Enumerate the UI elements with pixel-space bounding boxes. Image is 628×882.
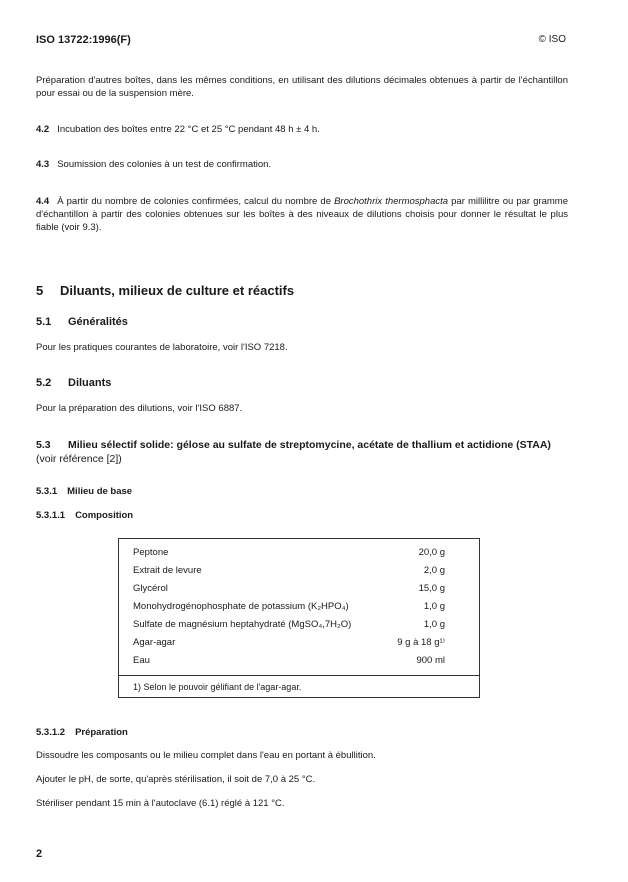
- section-5-1-heading: [36, 316, 128, 328]
- table-row: [133, 583, 465, 599]
- ingredient-amount: 9 g à 18 g¹⁾: [397, 637, 445, 648]
- step-4-3: [36, 158, 568, 171]
- intro-paragraph: Préparation d'autres boîtes, dans les mêmes conditions, en utilisant des dilutions décimales obtenues à partir de l'échantillon pour essai ou de la suspension mère.: [36, 75, 568, 99]
- ingredient-name: Sulfate de magnésium heptahydraté (MgSO₄,7H₂O): [133, 619, 352, 630]
- prep-step: Stériliser pendant 15 min à l'autoclave (6.1) réglé à 121 °C.: [36, 798, 285, 809]
- document-id: ISO 13722:1996(F): [36, 34, 131, 46]
- ingredient-name: Extrait de levure: [133, 565, 202, 576]
- ingredient-name: Glycérol: [133, 583, 168, 594]
- prep-step: Dissoudre les composants ou le milieu complet dans l'eau en portant à ébullition.: [36, 750, 376, 761]
- table-row: [133, 655, 465, 671]
- section-title: Diluants, milieux de culture et réactifs: [60, 283, 295, 298]
- section-number: 5.2: [36, 377, 52, 389]
- section-5-2-text: Pour la préparation des dilutions, voir l'ISO 6887.: [36, 403, 243, 414]
- section-title: Milieu de base: [67, 486, 133, 497]
- ingredient-name: Monohydrogénophosphate de potassium (K₂HPO₄): [133, 601, 349, 612]
- composition-table: [118, 538, 480, 698]
- ingredient-name: Peptone: [133, 547, 169, 558]
- prep-step: Ajouter le pH, de sorte, qu'après stérilisation, il soit de 7,0 à 25 °C.: [36, 774, 316, 785]
- footnote-text: 1) Selon le pouvoir gélifiant de l'agar-agar.: [133, 682, 302, 692]
- ingredient-amount: 900 ml: [416, 655, 445, 666]
- table-row: [133, 619, 465, 635]
- ingredient-amount: 2,0 g: [423, 565, 445, 576]
- step-4-2: [36, 123, 568, 136]
- step-text: Soumission des colonies à un test de confirmation.: [57, 159, 272, 170]
- section-title: Diluants: [68, 377, 112, 389]
- section-title: Généralités: [68, 316, 128, 328]
- step-number: 4.4: [36, 196, 50, 207]
- ingredient-amount: 1,0 g: [423, 601, 445, 612]
- copyright-mark: © ISO: [538, 34, 566, 45]
- step-text-cont: par millilitre ou par gramme d'échantillon à partir des colonies obtenues sur les boîtes à des niveaux de dilutions choisis pour donner le résultat le plus fiable (voir 9.3).: [36, 196, 569, 233]
- ingredient-amount: 1,0 g: [423, 619, 445, 630]
- table-row: [133, 637, 465, 653]
- page-number: 2: [36, 848, 43, 860]
- step-text: Incubation des boîtes entre 22 °C et 25 °C pendant 48 h ± 4 h.: [57, 124, 320, 135]
- section-5-3-1-heading: [36, 486, 132, 497]
- section-title: Milieu sélectif solide: gélose au sulfate de streptomycine, acétate de thallium et actidione (STAA): [68, 439, 551, 451]
- section-reference: (voir référence [2]): [36, 453, 122, 465]
- ingredient-amount: 20,0 g: [418, 547, 445, 558]
- step-number: 4.2: [36, 124, 50, 135]
- section-5-2-heading: [36, 377, 111, 389]
- section-5-3-1-2-heading: [36, 727, 128, 738]
- step-text: À partir du nombre de colonies confirmées, calcul du nombre de: [57, 196, 335, 207]
- section-number: 5: [36, 283, 44, 298]
- section-title: Composition: [75, 510, 134, 521]
- step-4-4: [36, 195, 568, 234]
- section-number: 5.3.1.1: [36, 510, 66, 521]
- table-row: [133, 565, 465, 581]
- table-footnote: [119, 675, 479, 700]
- ingredient-name: Agar-agar: [133, 637, 176, 648]
- species-name: Brochothrix thermosphacta: [334, 196, 449, 207]
- section-number: 5.3.1: [36, 486, 58, 497]
- table-row: [133, 547, 465, 563]
- ingredient-name: Eau: [133, 655, 150, 666]
- table-row: [133, 601, 465, 617]
- section-5-1-text: Pour les pratiques courantes de laboratoire, voir l'ISO 7218.: [36, 342, 288, 353]
- section-number: 5.3.1.2: [36, 727, 66, 738]
- section-5-3-heading: [36, 438, 568, 466]
- step-number: 4.3: [36, 159, 50, 170]
- section-5-heading: [36, 283, 294, 298]
- section-number: 5.1: [36, 316, 52, 328]
- section-number: 5.3: [36, 439, 51, 451]
- section-title: Préparation: [75, 727, 128, 738]
- ingredient-amount: 15,0 g: [418, 583, 445, 594]
- section-5-3-1-1-heading: [36, 510, 133, 521]
